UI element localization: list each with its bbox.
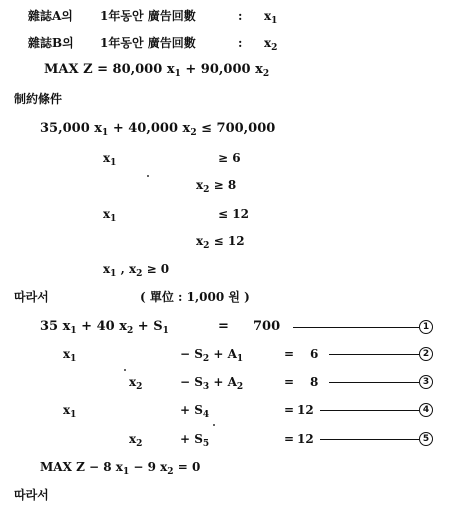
equation-3-var xyxy=(129,375,142,394)
circled-number-2: 2 xyxy=(419,347,433,361)
constraints-heading: 制約條件 xyxy=(14,92,63,106)
equation-5-eq: = xyxy=(284,432,295,446)
objective-lhs: MAX Z − 8 xyxy=(40,460,116,474)
def-a-label: 雜誌A의 xyxy=(28,9,73,23)
subscript: 1 xyxy=(70,354,77,364)
subscript: 3 xyxy=(202,382,210,392)
subscript: 2 xyxy=(271,43,278,53)
subscript: 2 xyxy=(262,69,270,79)
constraint-5 xyxy=(196,234,245,253)
def-b-desc: 1年동안 廣告回數 xyxy=(100,36,196,50)
comma: , xyxy=(116,262,129,276)
rhs: ≥ 8 xyxy=(213,178,237,192)
def-a-text xyxy=(100,9,196,23)
var-x: x xyxy=(264,36,272,50)
var-x: x xyxy=(63,347,71,361)
rhs: ≤ 12 xyxy=(213,234,245,248)
var-x: x xyxy=(103,262,111,276)
subscript: 1 xyxy=(236,354,244,364)
def-b-text xyxy=(100,36,196,50)
equation-2-rhs: 6 xyxy=(310,347,319,361)
coef: − 9 xyxy=(129,460,161,474)
subscript: 1 xyxy=(70,326,77,336)
circled-number-5: 5 xyxy=(419,432,433,446)
subscript: 1 xyxy=(110,158,117,168)
equation-2-terms xyxy=(180,347,243,366)
equation-5-terms xyxy=(180,432,209,451)
var-x: x xyxy=(166,62,175,77)
equation-3-leader-line xyxy=(329,382,419,383)
def-b-var xyxy=(264,36,277,55)
rhs: ≤ 700,000 xyxy=(196,121,276,136)
artificial: + A xyxy=(209,375,237,389)
artificial: + A xyxy=(209,347,237,361)
subscript: 1 xyxy=(70,410,77,420)
subscript: 2 xyxy=(203,241,210,251)
var-x: x xyxy=(129,375,137,389)
circled-number-1: 1 xyxy=(419,320,433,334)
var-x: x xyxy=(128,262,137,276)
therefore-label-2: 따라서 xyxy=(14,488,49,502)
equation-4-eq: = xyxy=(284,403,295,417)
equation-4-rhs: 12 xyxy=(297,403,314,417)
var-x: x xyxy=(115,460,123,474)
var-x: x xyxy=(103,151,111,165)
equation-1-eq: = xyxy=(218,319,229,334)
var-x: x xyxy=(182,121,191,136)
def-a-var xyxy=(264,9,277,28)
slack: + S xyxy=(133,319,163,334)
subscript: 2 xyxy=(136,439,143,449)
objective-standard xyxy=(40,460,200,479)
subscript: 1 xyxy=(110,214,117,224)
constraint-2-var xyxy=(103,151,116,170)
var-x: x xyxy=(196,234,204,248)
equation-2-var xyxy=(63,347,76,366)
subscript: 2 xyxy=(126,326,134,336)
var-x: x xyxy=(255,62,263,77)
rhs: ≥ 0 xyxy=(142,262,170,276)
def-a-colon: : xyxy=(238,9,243,23)
var-x: x xyxy=(103,207,111,221)
equation-5-leader-line xyxy=(320,439,419,440)
def-b-colon: : xyxy=(238,36,243,50)
var-x: x xyxy=(119,319,127,334)
var-x: x xyxy=(129,432,137,446)
subscript: 1 xyxy=(122,467,130,477)
var-x: x xyxy=(160,460,168,474)
slack: + S xyxy=(180,432,203,446)
equation-5-rhs: 12 xyxy=(297,432,314,446)
objective-function xyxy=(44,63,269,81)
equation-4-terms xyxy=(180,403,209,422)
subscript: 4 xyxy=(202,410,210,420)
equation-3-rhs: 8 xyxy=(310,375,319,389)
slack: + S xyxy=(180,403,203,417)
var-x: x xyxy=(196,178,204,192)
constraint-4-var xyxy=(103,207,116,226)
var-x: x xyxy=(62,319,71,334)
def-a-line xyxy=(28,9,73,23)
coef: + 40,000 xyxy=(108,121,183,136)
def-b-label: 雜誌B의 xyxy=(28,36,74,50)
var-x: x xyxy=(63,403,71,417)
circled-number-3: 3 xyxy=(419,375,433,389)
subscript: 2 xyxy=(136,382,143,392)
constraint-1 xyxy=(40,122,275,140)
subscript: 2 xyxy=(203,185,210,195)
equation-2-leader-line xyxy=(329,354,419,355)
subscript: 2 xyxy=(236,382,244,392)
equation-2-eq: = xyxy=(284,347,295,361)
equation-4-var xyxy=(63,403,76,422)
def-a-desc: 1年동안 廣告回數 xyxy=(100,9,196,23)
constraint-4-rhs: ≤ 12 xyxy=(218,207,249,221)
subscript: 1 xyxy=(110,269,117,279)
equation-1 xyxy=(40,320,169,338)
equation-3-eq: = xyxy=(284,375,295,389)
subscript: 1 xyxy=(174,69,181,79)
def-b-line xyxy=(28,36,74,50)
constraint-3 xyxy=(196,178,236,197)
unit-note: ( 單位 : 1,000 원 ) xyxy=(140,290,250,304)
coef: 35 xyxy=(40,319,63,334)
subscript: 1 xyxy=(102,128,109,138)
objective-lhs: MAX Z = 80,000 xyxy=(44,62,167,77)
equation-1-rhs: 700 xyxy=(253,319,281,334)
coef: 35,000 xyxy=(40,121,95,136)
speck xyxy=(213,424,215,426)
equation-4-leader-line xyxy=(320,410,419,411)
equation-3-terms xyxy=(180,375,243,394)
slack: − S xyxy=(180,347,203,361)
objective-mid: + 90,000 xyxy=(180,62,256,77)
constraint-6 xyxy=(103,262,169,281)
subscript: 1 xyxy=(162,326,169,336)
var-x: x xyxy=(264,9,272,23)
equation-1-leader-line xyxy=(293,327,419,328)
coef: + 40 xyxy=(76,319,120,334)
speck xyxy=(124,369,126,371)
slack: − S xyxy=(180,375,203,389)
subscript: 2 xyxy=(167,467,174,477)
subscript: 2 xyxy=(136,269,143,279)
subscript: 2 xyxy=(190,128,197,138)
constraint-2-rhs: ≥ 6 xyxy=(218,151,241,165)
subscript: 5 xyxy=(202,439,210,449)
rhs: = 0 xyxy=(173,460,201,474)
subscript: 2 xyxy=(202,354,210,364)
therefore-label: 따라서 xyxy=(14,290,49,304)
equation-5-var xyxy=(129,432,142,451)
speck xyxy=(147,175,149,177)
var-x: x xyxy=(94,121,103,136)
circled-number-4: 4 xyxy=(419,403,433,417)
subscript: 1 xyxy=(271,16,278,26)
